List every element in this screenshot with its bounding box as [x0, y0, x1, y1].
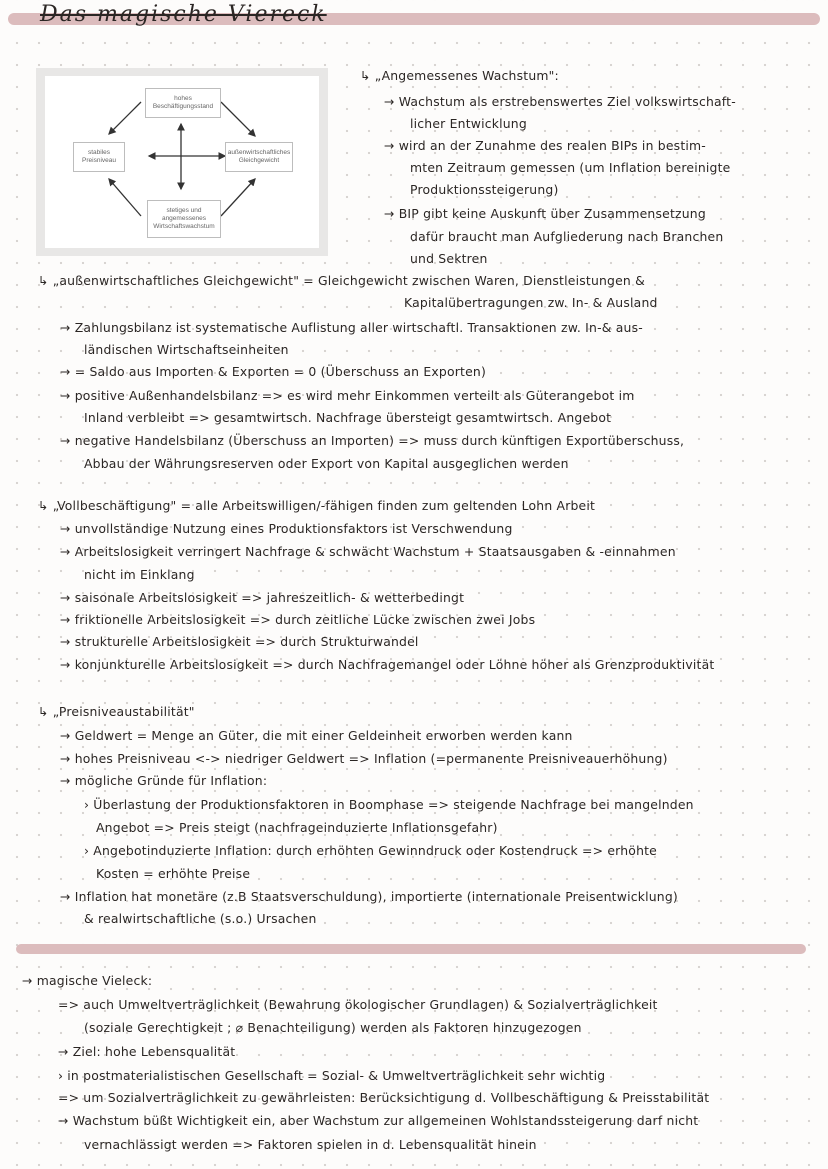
magic-square-diagram: [36, 68, 328, 256]
page-title-text: Das magische Viereck: [40, 2, 327, 27]
diagram-canvas: [45, 76, 319, 248]
note-line: dafür braucht man Aufgliederung nach Branchen: [410, 229, 724, 244]
note-line: → hohes Preisniveau <-> niedriger Geldwert => Inflation (=permanente Preisniveauerhöhung): [60, 751, 668, 766]
note-line: → positive Außenhandelsbilanz => es wird mehr Einkommen verteilt als Güterangebot im: [60, 388, 635, 403]
note-line: → Wachstum büßt Wichtigkeit ein, aber Wachstum zur allgemeinen Wohlstandssteigerung darf nicht: [58, 1113, 699, 1128]
note-line: → mögliche Gründe für Inflation:: [60, 773, 268, 788]
diagram-node-price-level: stabiles Preisniveau: [73, 142, 125, 172]
note-line: ↳ „außenwirtschaftliches Gleichgewicht" = Gleichgewicht zwischen Waren, Dienstleistungen &: [38, 273, 645, 288]
arrow-bottom-left: [109, 179, 141, 216]
note-line: ↳ „Angemessenes Wachstum":: [360, 68, 559, 83]
note-line: Produktionssteigerung): [410, 182, 559, 197]
arrow-top-left: [109, 102, 141, 134]
note-line: → magische Vieleck:: [22, 973, 153, 988]
diagram-node-employment: hohes Beschäftigungsstand: [145, 88, 221, 118]
note-line: → strukturelle Arbeitslosigkeit => durch Strukturwandel: [60, 634, 419, 649]
note-line: Kosten = erhöhte Preise: [96, 866, 251, 881]
note-line: → unvollständige Nutzung eines Produktionsfaktors ist Verschwendung: [60, 521, 513, 536]
note-line: ↳ „Vollbeschäftigung" = alle Arbeitswilligen/-fähigen finden zum geltenden Lohn Arbeit: [38, 498, 596, 513]
note-line: → BIP gibt keine Auskunft über Zusammensetzung: [384, 206, 706, 221]
note-line: → Ziel: hohe Lebensqualität: [58, 1044, 236, 1059]
note-line: → friktionelle Arbeitslosigkeit => durch zeitliche Lücke zwischen zwei Jobs: [60, 612, 536, 627]
note-line: → saisonale Arbeitslosigkeit => jahreszeitlich- & wetterbedingt: [60, 590, 465, 605]
note-line: ländischen Wirtschaftseinheiten: [84, 342, 289, 357]
arrow-bottom-right: [221, 179, 255, 216]
note-line: und Sektren: [410, 251, 488, 266]
arrow-top-right: [221, 102, 255, 136]
note-line: nicht im Einklang: [84, 567, 195, 582]
note-line: → Zahlungsbilanz ist systematische Auflistung aller wirtschaftl. Transaktionen zw. In-& aus-: [60, 320, 643, 335]
note-line: Inland verbleibt => gesamtwirtsch. Nachfrage übersteigt gesamtwirtsch. Angebot: [84, 410, 612, 425]
note-line: Abbau der Währungsreserven oder Export von Kapital ausgeglichen werden: [84, 456, 569, 471]
note-line: → konjunkturelle Arbeitslosigkeit => durch Nachfragemangel oder Löhne höher als Grenzproduktivität: [60, 657, 715, 672]
note-line: Angebot => Preis steigt (nachfrageinduzierte Inflationsgefahr): [96, 820, 498, 835]
note-line: → Wachstum als erstrebenswertes Ziel volkswirtschaft-: [384, 94, 736, 109]
note-line: vernachlässigt werden => Faktoren spielen in d. Lebensqualität hinein: [84, 1137, 537, 1152]
note-line: mten Zeitraum gemessen (um Inflation bereinigte: [410, 160, 731, 175]
diagram-node-growth: stetiges und angemessenes Wirtschaftswachstum: [147, 200, 221, 238]
diagram-node-external-balance: außenwirtschaftliches Gleichgewicht: [225, 142, 293, 172]
note-line: => um Sozialverträglichkeit zu gewährleisten: Berücksichtigung d. Vollbeschäftigung & Preisstabilität: [58, 1090, 710, 1105]
page-title: [40, 2, 327, 27]
note-line: → Geldwert = Menge an Güter, die mit einer Geldeinheit erworben werden kann: [60, 728, 573, 743]
section-divider-bar: [16, 944, 806, 954]
note-line: › Überlastung der Produktionsfaktoren in Boomphase => steigende Nachfrage bei mangelnden: [84, 797, 694, 812]
note-line: & realwirtschaftliche (s.o.) Ursachen: [84, 911, 317, 926]
note-line: → Arbeitslosigkeit verringert Nachfrage & schwächt Wachstum + Staatsausgaben & -einnahmen: [60, 544, 676, 559]
note-line: (soziale Gerechtigkeit ; ⌀ Benachteiligung) werden als Faktoren hinzugezogen: [84, 1020, 582, 1035]
note-line: ↳ „Preisniveaustabilität": [38, 704, 195, 719]
note-line: Kapitalübertragungen zw. In- & Ausland: [404, 295, 658, 310]
note-line: => auch Umweltverträglichkeit (Bewahrung ökologischer Grundlagen) & Sozialverträglichkeit: [58, 997, 658, 1012]
note-line: → = Saldo aus Importen & Exporten = 0 (Überschuss an Exporten): [60, 364, 486, 379]
note-line: → wird an der Zunahme des realen BIPs in bestim-: [384, 138, 706, 153]
note-line: › in postmaterialistischen Gesellschaft = Sozial- & Umweltverträglichkeit sehr wichtig: [58, 1068, 606, 1083]
note-line: → Inflation hat monetäre (z.B Staatsverschuldung), importierte (internationale Preisentwicklung): [60, 889, 678, 904]
note-line: › Angebotinduzierte Inflation: durch erhöhten Gewinndruck oder Kostendruck => erhöhte: [84, 843, 658, 858]
note-line: → negative Handelsbilanz (Überschuss an Importen) => muss durch künftigen Exportüberschuss,: [60, 433, 685, 448]
note-line: licher Entwicklung: [410, 116, 527, 131]
